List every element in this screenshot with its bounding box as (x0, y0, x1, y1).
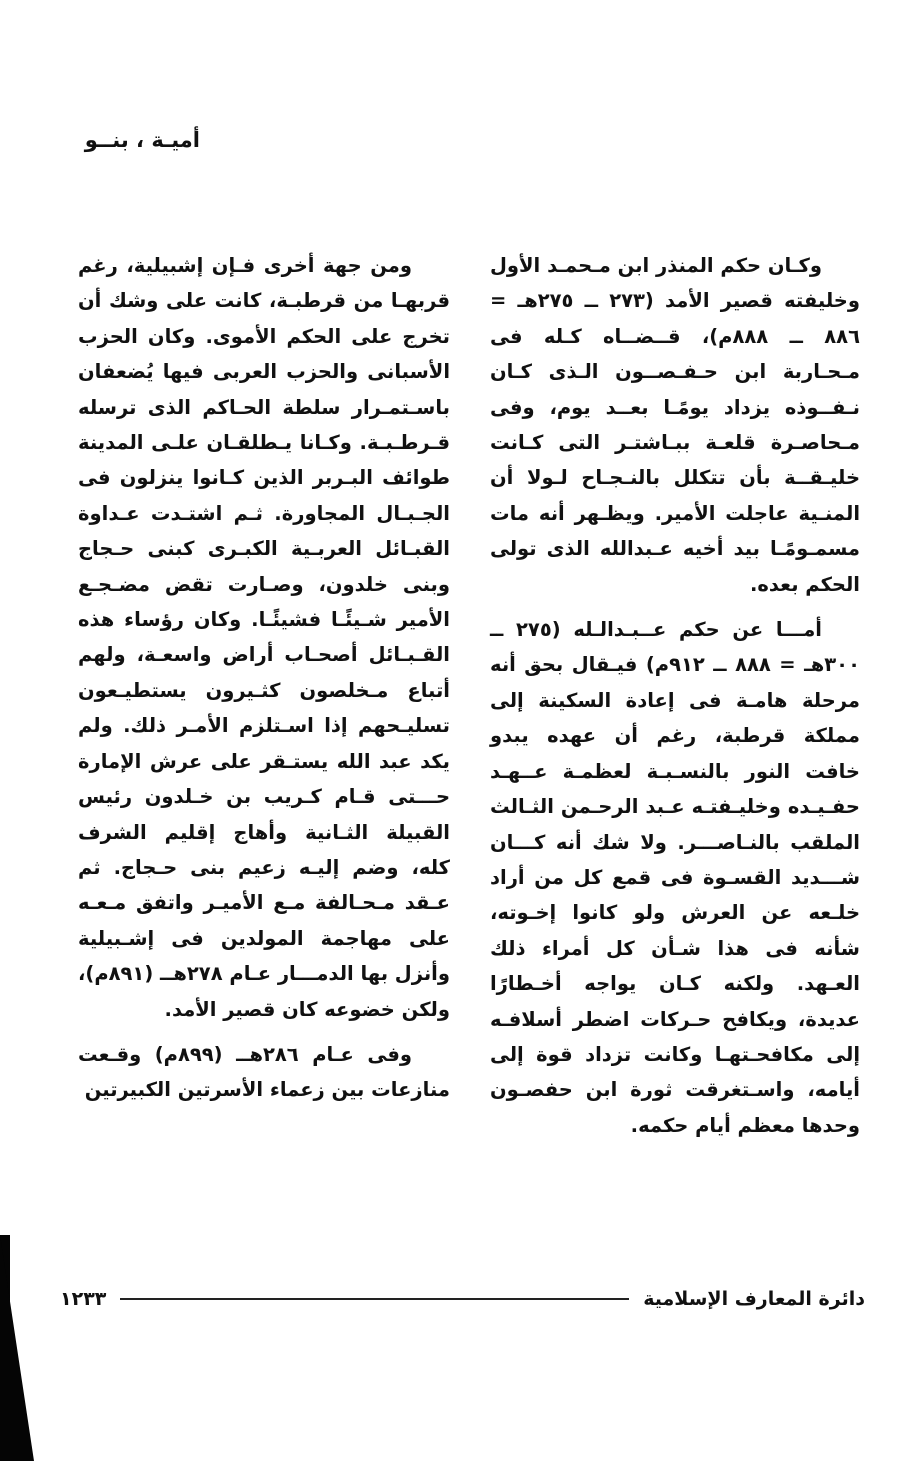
paragraph: أمـــا عن حكم عــبـدالـله (٢٧٥ ــ ٣٠٠هـ = ٨٨٨ ــ ٩١٢م) فيـقال بحق أنه مرحلة هامـة فى إعادة السكينة إلى مملكة قرطبة، رغم أن عهده يبدو خافت النور بالنسـبـة لعظمـة عــهـد حفـيـده وخليـفتـه عـبد الرحـمن الثـالث الملقب بالنـاصـــر. ولا شك أنه كـــان شـــديد القسـوة فى قمع كل من أراد خلـعه عن العرش ولو كانوا إخـوته، شأنه فى هذا شـأن كل أمراء ذلك العـهد. ولكنه كـان يواجه أخـطارًا عديدة، ويكافح حـركات اضطر أسلافـه إلى مكافحـتهـا وكانت تزداد قوة إلى أيامه، واسـتغرقت ثورة ابن حفصـون وحدها معظم أيام حكمه. (490, 618, 860, 1137)
paragraph: ومن جهة أخرى فـإن إشبيلية، رغم قربهـا من قرطبـة، كانت على وشك أن تخرج على الحكم الأموى. وكان الحزب الأسبانى والحزب العربى فيها يُضعفان باسـتمـرار سلطة الحـاكم الذى ترسله قـرطـبـة. وكـانا يـطلقـان علـى المدينة طوائف البـربر الذين كـانوا ينزلون فى الجـبـال المجاورة. ثـم اشتـدت عـداوة القبـائل العربـية الكبـرى كبنى حـجاج وبنى خلدون، وصـارت تقض مضـجـع الأمير شـيئًـا فشيئًـا. وكان رؤساء هذه القـبـائل أصحـاب أراض واسعـة، ولهم أتباع مـخلصون كثـيرون يستطيـعون تسليـحهم إذا اسـتلزم الأمـر ذلك. ولم يكد عبد الله يستـقر على عرش الإمارة حـــتى قـام كـريب بن خـلدون رئيس القبيلة الثـانية وأهاج إقليم الشرف كله، وضم إليـه زعيم بنى حـجاج. ثم عـقد مـحـالفة مـع الأميـر واتفق مـعـه على مهاجمة المولدين فى إشـبيلية وأنزل بها الدمـــار عـام ٢٧٨هــ (٨٩١م)، ولكن خضوعه كان قصير الأمد. (78, 254, 450, 1021)
footer-page-number: ١٢٣٣ (60, 1288, 107, 1310)
left-text-column (78, 248, 450, 1118)
paragraph: وكـان حكم المنذر ابن مـحمـد الأول وخليفته قصير الأمد (٢٧٣ ــ ٢٧٥هـ = ٨٨٦ ــ ٨٨٨م)، قــضــاه كـله فى مـحـاربة ابن حـفـصــون الـذى كـان نـفــوذه يزداد يومًـا بعــد يوم، وفى مـحاصـرة قلعـة ببـاشتـر التى كـانت خليـقــة بأن تتكلل بالنـجـاح لـولا أن المنـية عاجلت الأمير. ويظـهر أنه مات مسمـومًـا بيد أخيه عـبدالله الذى تولى الحكم بعده. (490, 254, 860, 596)
page-footer (60, 1284, 865, 1314)
paragraph: وفى عـام ٢٨٦هــ (٨٩٩م) وقـعت منازعات بين زعماء الأسرتين الكبيرتين (78, 1042, 450, 1102)
scan-binding-edge (0, 1235, 34, 1461)
right-text-column (490, 248, 860, 1153)
footer-journal-name: دائرة المعارف الإسلامية (643, 1288, 865, 1310)
running-header-title: أميـة ، بنــو (84, 128, 200, 152)
footer-rule-divider (120, 1298, 629, 1300)
